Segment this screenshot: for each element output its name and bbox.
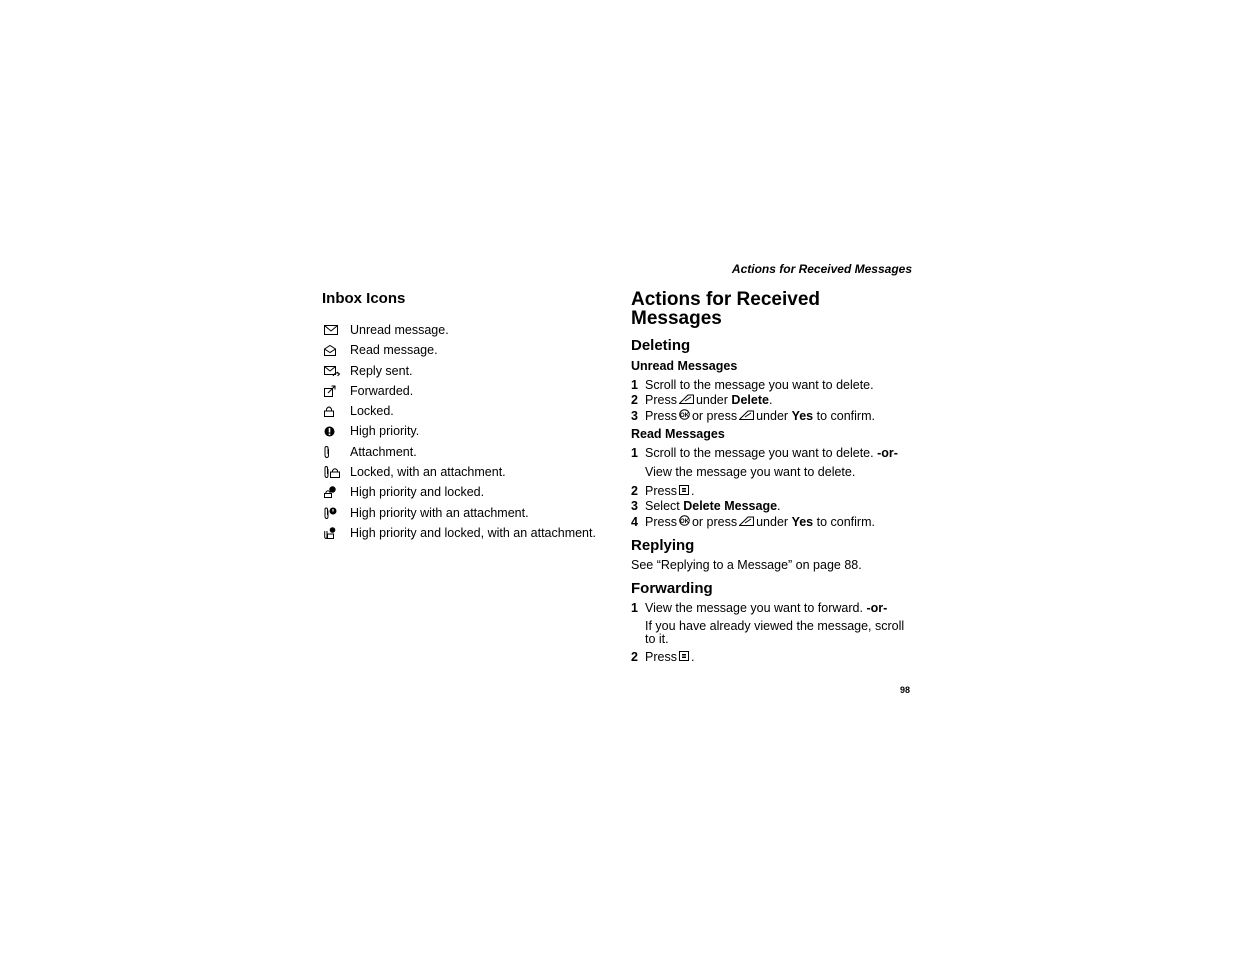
envelope-closed-icon [324, 323, 350, 337]
page-number: 98 [899, 685, 910, 695]
step-number: 1 [631, 446, 638, 460]
step-text: Press [645, 650, 677, 664]
priority-locked-attachment-icon [324, 526, 350, 540]
menu-key-icon [679, 650, 689, 664]
softkey-icon [679, 393, 694, 407]
step-continuation: View the message you want to delete. [645, 465, 856, 479]
priority-locked-icon [324, 485, 350, 499]
svg-text:OK: OK [679, 413, 689, 419]
icon-label: High priority with an attachment. [350, 506, 529, 520]
unread-messages-heading: Unread Messages [631, 359, 738, 373]
icon-label: Locked, with an attachment. [350, 465, 506, 479]
locked-attachment-icon [324, 465, 350, 479]
step-text: Scroll to the message you want to delete. [645, 446, 874, 460]
list-item [324, 383, 413, 399]
list-item [324, 342, 438, 358]
step-text: under [695, 393, 728, 407]
replying-heading: Replying [631, 537, 695, 554]
step-text: or press [691, 409, 738, 423]
icon-label: High priority and locked. [350, 485, 485, 499]
icon-label: Unread message. [350, 323, 449, 337]
read-messages-heading: Read Messages [631, 427, 725, 441]
icon-label: Forwarded. [350, 384, 414, 398]
step-text: . [777, 499, 781, 513]
step-item [631, 446, 898, 460]
forwarding-heading: Forwarding [631, 580, 713, 597]
step-item [631, 484, 694, 498]
icon-label: Read message. [350, 343, 438, 357]
list-item [324, 363, 413, 379]
step-text: or press [691, 515, 738, 529]
lock-icon [324, 404, 350, 418]
deleting-heading: Deleting [631, 337, 691, 354]
step-item [631, 650, 694, 664]
step-number: 2 [631, 393, 638, 407]
icon-label: Reply sent. [350, 364, 413, 378]
priority-attachment-icon [324, 506, 350, 520]
inbox-icons-heading: Inbox Icons [322, 290, 406, 307]
list-item [324, 505, 529, 521]
or-label: -or- [877, 446, 898, 460]
step-number: 3 [631, 409, 638, 423]
step-text: . [768, 393, 773, 407]
step-text: Press [645, 484, 677, 498]
ok-key-icon [679, 515, 690, 529]
icon-label: Locked. [350, 404, 394, 418]
step-item [631, 378, 874, 392]
step-text: to confirm. [816, 409, 875, 423]
high-priority-icon [324, 424, 350, 438]
step-number: 2 [631, 484, 638, 498]
forwarded-icon [324, 384, 350, 398]
step-bold: Yes [791, 515, 814, 529]
icon-label: High priority and locked, with an attachment. [350, 526, 596, 540]
softkey-icon [739, 515, 754, 529]
list-item [324, 444, 417, 460]
step-item [631, 409, 875, 423]
step-number: 4 [631, 515, 638, 529]
step-text: . [690, 484, 695, 498]
step-bold: Delete [731, 393, 769, 407]
step-number: 3 [631, 499, 638, 513]
list-item [324, 464, 506, 480]
list-item [324, 484, 484, 500]
ok-key-icon [679, 409, 690, 423]
svg-text:OK: OK [679, 519, 689, 525]
step-item [631, 515, 875, 529]
step-continuation: If you have already viewed the message, scroll to it. [645, 619, 905, 646]
step-item [631, 393, 772, 407]
envelope-open-icon [324, 343, 350, 357]
step-text: Select [645, 499, 680, 513]
list-item [324, 403, 394, 419]
step-text: to confirm. [816, 515, 875, 529]
step-bold: Yes [791, 409, 814, 423]
paperclip-icon [324, 445, 350, 459]
section-title: Actions for Received Messages [631, 289, 820, 329]
step-bold: Delete Message [683, 499, 778, 513]
step-number: 2 [631, 650, 638, 664]
step-number: 1 [631, 378, 638, 392]
step-text: View the message you want to forward. [645, 601, 863, 615]
menu-key-icon [679, 484, 689, 498]
step-text: under [756, 409, 789, 423]
icon-label: Attachment. [350, 445, 417, 459]
list-item [324, 423, 419, 439]
step-text: . [690, 650, 695, 664]
step-text: Press [645, 409, 677, 423]
step-item [631, 499, 781, 513]
list-item [324, 525, 596, 541]
step-text: under [756, 515, 789, 529]
step-text: Scroll to the message you want to delete. [645, 378, 874, 392]
step-number: 1 [631, 601, 638, 615]
replying-text: See “Replying to a Message” on page 88. [631, 558, 862, 572]
list-item [324, 322, 449, 338]
running-head: Actions for Received Messages [731, 262, 912, 276]
step-item [631, 601, 887, 615]
or-label: -or- [866, 601, 888, 615]
step-text: Press [645, 515, 677, 529]
reply-sent-icon [324, 364, 350, 378]
softkey-icon [739, 409, 754, 423]
step-text: Press [645, 393, 677, 407]
icon-label: High priority. [350, 424, 420, 438]
